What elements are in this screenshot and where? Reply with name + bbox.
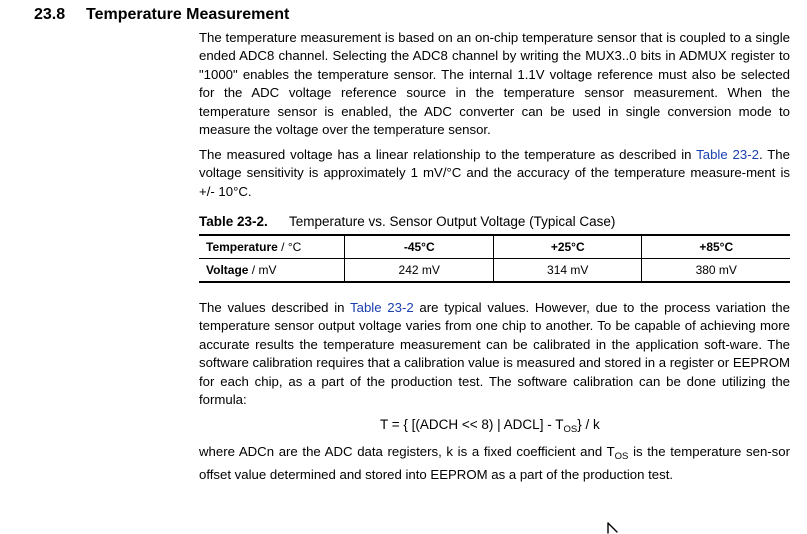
temperature-label: Temperature (206, 240, 278, 254)
table-col-minus45: -45°C (345, 235, 494, 259)
paragraph4-subscript: OS (614, 451, 629, 462)
temperature-unit: / °C (277, 240, 302, 254)
table-caption (199, 214, 615, 229)
table-cell-voltage-plus85: 380 mV (642, 259, 790, 283)
table-cell-voltage-plus25: 314 mV (493, 259, 642, 283)
paragraph3-text-start: The values described in (199, 300, 351, 315)
paragraph3-text-end: are typical values. However, due to the process variation the temperature sensor output voltage varies from one chip to another. To be capable of achieving more accurate results the temperature measurement can be calibrated in the application soft-ware. The software calibration requires that a calibration value is measured and stored in a register or EEPROM for each chip, as a part of the production test. The software calibration can be done utilizing the formula: (199, 300, 790, 408)
mouse-pointer-icon (607, 522, 619, 534)
paragraph-formula-explanation (199, 443, 790, 485)
table-23-2-link[interactable]: Table 23-2 (696, 147, 759, 162)
paragraph-linear-relationship (199, 146, 790, 201)
paragraph-calibration (199, 299, 790, 409)
paragraph2-text-start: The measured voltage has a linear relationship to the temperature as described in (199, 147, 697, 162)
section-heading (34, 6, 289, 24)
section-number: 23.8 (34, 6, 66, 23)
temperature-voltage-table (199, 234, 790, 283)
paragraph4-text-end: is the temperature sen-sor offset value determined and stored into EEPROM as a part of the production test. (199, 444, 790, 483)
table-caption-text: Temperature vs. Sensor Output Voltage (Typical Case) (289, 214, 616, 229)
section-title: Temperature Measurement (86, 6, 290, 23)
calibration-formula (380, 417, 600, 435)
table-23-2-link-2[interactable]: Table 23-2 (350, 300, 414, 315)
table-row-label (199, 259, 345, 283)
voltage-unit: / mV (248, 263, 277, 277)
table-caption-label: Table 23-2. (199, 214, 268, 229)
table-header-label (199, 235, 345, 259)
table-col-plus25: +25°C (493, 235, 642, 259)
formula-subscript: OS (563, 424, 578, 435)
paragraph2-text-end: . The voltage sensitivity is approximately 1 mV/°C and the accuracy of the temperature measure-ment is +/- 10°C. (199, 147, 790, 199)
table-col-plus85: +85°C (642, 235, 790, 259)
paragraph-intro: The temperature measurement is based on an on-chip temperature sensor that is coupled to a single ended ADC8 channel. Selecting the ADC8 channel by writing the MUX3..0 bits in ADMUX register to "1000" enables the temperature sensor. The internal 1.1V voltage reference must also be selected for the ADC voltage reference source in the temperature sensor measurement. When the temperature sensor is enabled, the ADC converter can be used in single conversion mode to measure the voltage over the temperature sensor. (199, 30, 790, 138)
formula-tail: } / k (577, 417, 600, 432)
voltage-label: Voltage (206, 263, 249, 277)
table-cell-voltage-minus45: 242 mV (345, 259, 494, 283)
table-header-row (199, 235, 790, 259)
formula-main: T = { [(ADCH << 8) | ADCL] - T (380, 417, 564, 432)
table-row (199, 259, 790, 283)
paragraph4-text-start: where ADCn are the ADC data registers, k is a fixed coefficient and T (199, 444, 615, 459)
